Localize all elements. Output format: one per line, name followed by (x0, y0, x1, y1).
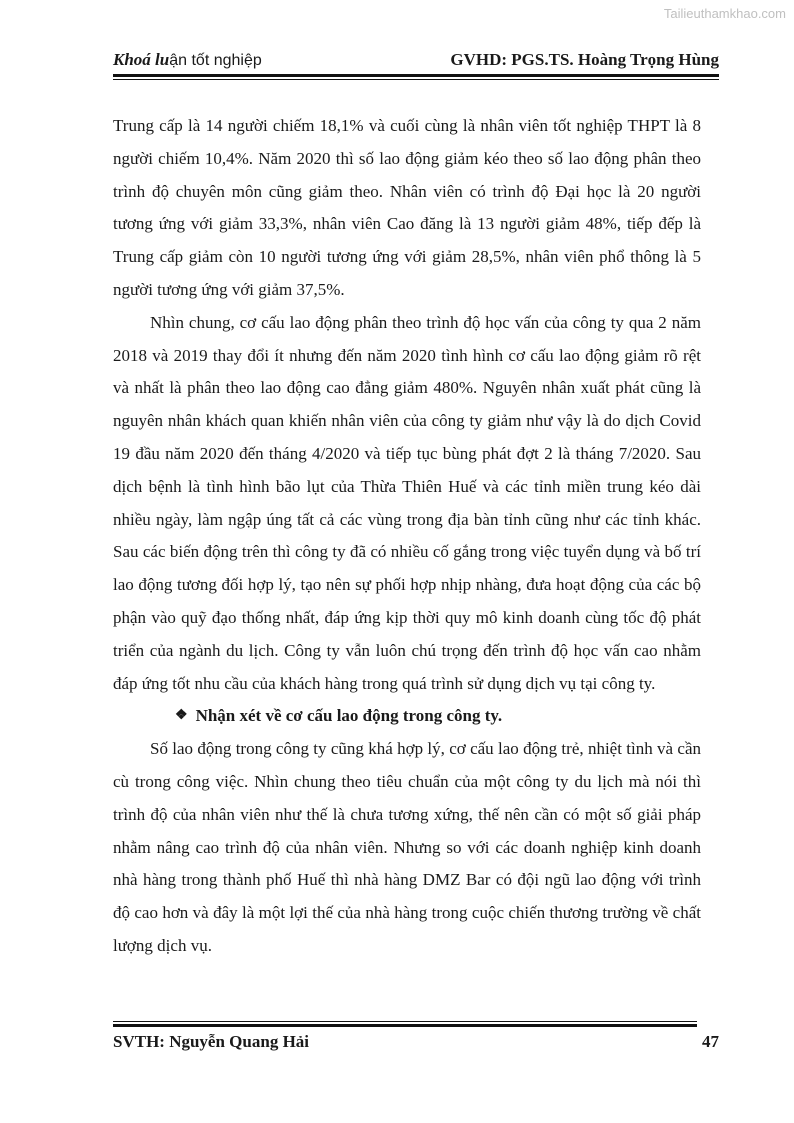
student-label: SVTH: Nguyễn Quang Hải (113, 1032, 310, 1051)
thesis-label-rest: ận tốt nghiệp (169, 52, 262, 69)
thesis-label-bold: Khoá lu (113, 50, 170, 69)
subheading-text: Nhận xét về cơ cấu lao động trong công ty. (195, 706, 503, 726)
thesis-label (113, 50, 262, 70)
page-number: 47 (702, 1032, 719, 1051)
header-rule-thick (113, 74, 719, 77)
page-body (113, 110, 701, 963)
diamond-bullet-icon: ❖ (175, 708, 188, 724)
paragraph-2: Nhìn chung, cơ cấu lao động phân theo trình độ học vấn của công ty qua 2 năm 2018 và 2019 thay đổi ít nhưng đến năm 2020 tình hình cơ cấu lao động giảm rõ rệt và nhất là phân theo lao động cao đẳng giảm 480%. Nguyên nhân xuất phát cũng là nguyên nhân khách quan khiến nhân viên của công ty giảm như vậy là do dịch Covid 19 đầu năm 2020 đến tháng 4/2020 và tiếp tục bùng phát đợt 2 là tháng 7/2020. Sau dịch bệnh là tình hình bão lụt của Thừa Thiên Huế và các tỉnh miền trung kéo dài nhiều ngày, làm ngập úng tất cả các vùng trong địa bàn tỉnh cũng như các tỉnh khác. Sau các biến động trên thì công ty đã có nhiều cố gắng trong việc tuyển dụng và bố trí lao động tương đối hợp lý, tạo nên sự phối hợp nhịp nhàng, đưa hoạt động của các bộ phận vào quỹ đạo thống nhất, đáp ứng kịp thời quy mô kinh doanh cùng tốc độ phát triển của ngành du lịch. Công ty vẫn luôn chú trọng đến trình độ học vấn cao nhằm đáp ứng tốt nhu cầu của khách hàng trong quá trình sử dụng dịch vụ tại công ty. (113, 312, 701, 693)
page-header (113, 50, 719, 70)
footer-rule-thin (113, 1021, 697, 1022)
paragraph-1: Trung cấp là 14 người chiếm 18,1% và cuối cùng là nhân viên tốt nghiệp THPT là 8 người chiếm 10,4%. Năm 2020 thì số lao động giảm kéo theo số lao động phân theo trình độ chuyên môn cũng giảm theo. Nhân viên có trình độ Đại học là 20 người tương ứng với giảm 33,3%, nhân viên Cao đăng là 13 người giảm 48%, tiếp đếp là Trung cấp giảm còn 10 người tương ứng với giảm 28,5%, nhân viên phổ thông là 5 người tương ứng với giảm 37,5%. (113, 116, 701, 299)
watermark: Tailieuthamkhao.com (663, 6, 786, 21)
footer-rule-thick (113, 1024, 697, 1027)
header-rule-thin (113, 79, 719, 80)
section-subheading (113, 700, 701, 733)
advisor-label: GVHD: PGS.TS. Hoàng Trọng Hùng (450, 50, 719, 69)
paragraph-3: Số lao động trong công ty cũng khá hợp lý, cơ cấu lao động trẻ, nhiệt tình và cần cù trong công việc. Nhìn chung theo tiêu chuẩn của một công ty du lịch mà nói thì trình độ của nhân viên như thế là chưa tương xứng, thế nên cần có một số giải pháp nhằm nâng cao trình độ của nhân viên. Nhưng so với các doanh nghiệp kinh doanh nhà hàng trong thành phố Huế thì nhà hàng DMZ Bar có đội ngũ lao động với trình độ cao hơn và đây là một lợi thế của nhà hàng trong cuộc chiến thương trường về chất lượng dịch vụ. (113, 739, 701, 955)
page-footer (113, 1032, 719, 1052)
